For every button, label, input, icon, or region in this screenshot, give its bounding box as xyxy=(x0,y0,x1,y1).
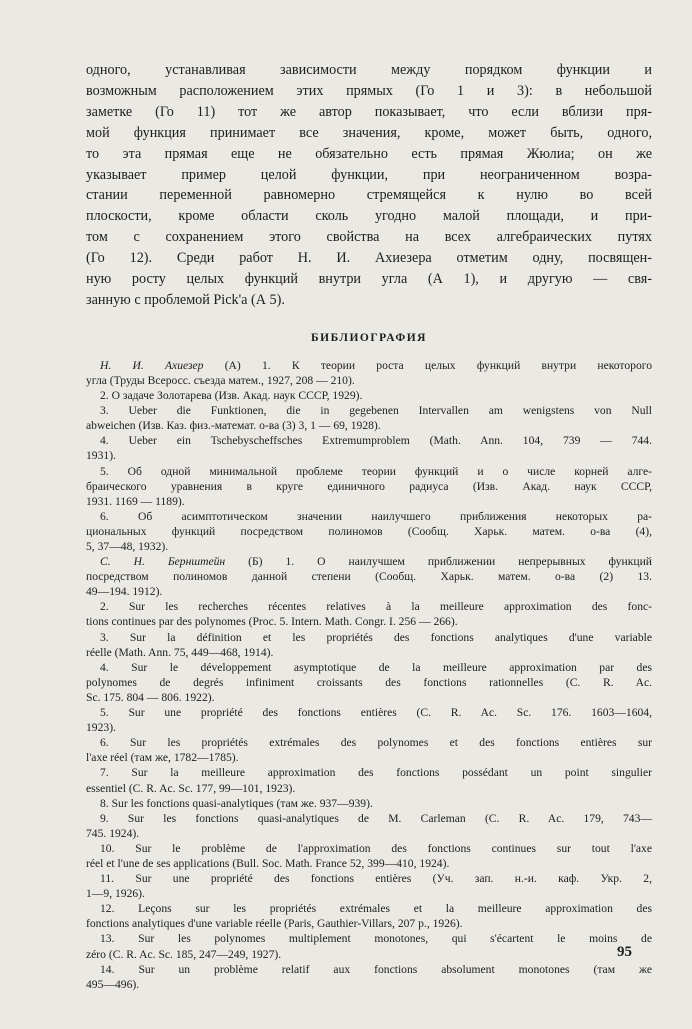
entry-line: браического уравнения в круге единичного радиуса (Изв. Акад. наук СССР, xyxy=(86,479,652,493)
entry-line: 4. Sur le développement asymptotique de la meilleure approximation par des xyxy=(100,660,652,674)
entry-line: Sc. 175. 804 — 806. 1922). xyxy=(86,690,215,704)
entry-line: réelle (Math. Ann. 75, 449—468, 1914). xyxy=(86,645,274,659)
entry-line: 5. Об одной минимальной проблеме теории функций и о числе корней алге- xyxy=(100,464,652,478)
bibliography-entry xyxy=(86,599,652,629)
bibliography-entry xyxy=(86,509,652,554)
entry-line: 1—9, 1926). xyxy=(86,887,145,901)
intro-line: возможным расположением этих прямых (Го 1 и 3): в небольшой xyxy=(86,82,652,99)
intro-line: том с сохранением этого свойства на всех алгебраических путях xyxy=(86,229,652,246)
bibliography-entry xyxy=(86,358,652,388)
bibliography-entry xyxy=(86,765,652,795)
entry-line: посредством полиномов данной степени (Сообщ. Харьк. матем. о-ва (2) 13. xyxy=(86,570,652,584)
bibliography-entry xyxy=(86,630,652,660)
entry-line: 9. Sur les fonctions quasi-analytiques de M. Carleman (C. R. Ac. 179, 743— xyxy=(100,811,652,825)
entry-line: 4. Ueber ein Tschebyscheffsches Extremumproblem (Math. Ann. 104, 739 — 744. xyxy=(100,434,652,448)
entry-line: 13. Sur les polynomes multiplement monotones, qui s'écartent le moins de xyxy=(100,932,652,946)
entry-line: zéro (C. R. Ac. Sc. 185, 247—249, 1927). xyxy=(86,947,282,961)
bibliography-entry xyxy=(86,931,652,961)
entry-line: réel et l'une de ses applications (Bull. Soc. Math. France 52, 399—410, 1924). xyxy=(86,856,450,870)
intro-line: мой функция принимает все значения, кроме, может быть, одного, xyxy=(86,124,652,141)
bibliography-entry xyxy=(86,811,652,841)
entry-line: 7. Sur la meilleure approximation des fonctions possédant un point singulier xyxy=(100,766,652,780)
entry-line: fonctions analytiques d'une variable réelle (Paris, Gauthier-Villars, 207 p., 1926). xyxy=(86,917,463,931)
intro-paragraph xyxy=(86,60,652,311)
entry-line: 1931. 1169 — 1189). xyxy=(86,494,185,508)
bibliography-entry xyxy=(86,388,652,403)
entry-line: (А) 1. К теории роста целых функций внутри некоторого xyxy=(224,358,653,372)
entry-line: (Б) 1. О наилучшем приближении непрерывных функций xyxy=(248,555,652,569)
intro-line: плоскости, кроме области сколь угодно малой площади, и при- xyxy=(86,208,652,225)
entry-line: tions continues par des polynomes (Proc. 5. Intern. Math. Congr. I. 256 — 266). xyxy=(86,615,458,629)
entry-line: 8. Sur les fonctions quasi-analytiques (там же. 937—939). xyxy=(100,796,373,810)
entry-line: 49—194. 1912). xyxy=(86,585,163,599)
bibliography-entry xyxy=(86,871,652,901)
entry-line: 3. Ueber die Funktionen, die in gegebenen Intervallen am wenigstens von Null xyxy=(100,404,652,418)
entry-line: 6. Sur les propriétés extrémales des polynomes et des fonctions entières sur xyxy=(100,736,652,750)
entry-author: С. Н. Бернштейн xyxy=(100,555,226,569)
bibliography-entry xyxy=(86,660,652,705)
intro-line: то эта прямая еще не обязательно есть прямая Жюлиа; он же xyxy=(86,145,652,162)
bibliography-list xyxy=(86,358,652,992)
bibliography-entry xyxy=(86,962,652,992)
entry-line: 10. Sur le problème de l'approximation des fonctions continues sur tout l'axe xyxy=(100,841,652,855)
entry-line: 5, 37—48, 1932). xyxy=(86,540,169,553)
entry-line: essentiel (C. R. Ac. Sc. 177, 99—101, 1923). xyxy=(86,781,296,795)
bibliography-entry xyxy=(86,554,652,599)
bibliography-entry xyxy=(86,464,652,509)
entry-line: 1931). xyxy=(86,449,116,463)
intro-line: занную с проблемой Pick'a (А 5). xyxy=(86,291,285,308)
entry-line: 6. Об асимптотическом значении наилучшего приближения некоторых ра- xyxy=(100,509,652,523)
bibliography-entry xyxy=(86,796,652,811)
entry-line: 1923). xyxy=(86,721,116,735)
entry-line: угла (Труды Всеросс. съезда матем., 1927, 208 — 210). xyxy=(86,373,355,387)
entry-line: 2. Sur les recherches récentes relatives à la meilleure approximation des fonc- xyxy=(100,600,652,614)
bibliography-entry xyxy=(86,735,652,765)
intro-line: заметке (Го 11) тот же автор показывает, что если вблизи пря- xyxy=(86,103,652,120)
entry-line: 745. 1924). xyxy=(86,826,140,840)
bibliography-heading: БИБЛИОГРАФИЯ xyxy=(311,331,427,344)
entry-line: 11. Sur une propriété des fonctions entières (Уч. зап. н.-и. каф. Укр. 2, xyxy=(100,872,652,886)
entry-line: 2. О задаче Золотарева (Изв. Акад. наук СССР, 1929). xyxy=(100,389,363,403)
intro-line: (Го 12). Среди работ Н. И. Ахиезера отметим одну, посвящен- xyxy=(86,250,652,267)
entry-line: l'axe réel (там же, 1782—1785). xyxy=(86,751,239,765)
entry-line: abweichen (Изв. Каз. физ.-математ. о-ва (3) 3, 1 — 69, 1928). xyxy=(86,419,381,433)
bibliography-entry xyxy=(86,841,652,871)
bibliography-entry xyxy=(86,901,652,931)
intro-line: ную росту целых функций внутри угла (А 1), и другую — свя- xyxy=(86,271,652,288)
entry-line: 14. Sur un problème relatif aux fonctions absolument monotones (там же xyxy=(100,962,652,976)
bibliography-entry xyxy=(86,705,652,735)
page-number: 95 xyxy=(617,944,632,960)
bibliography-entry xyxy=(86,403,652,433)
intro-line: стании переменной равномерно стремящейся к нулю во всей xyxy=(86,187,652,204)
entry-line: 3. Sur la définition et les propriétés des fonctions analytiques d'une variable xyxy=(100,630,652,644)
entry-line: 495—496). xyxy=(86,977,140,991)
intro-line: указывает пример целой функции, при неограниченном возра- xyxy=(86,166,652,183)
bibliography-entry xyxy=(86,433,652,463)
entry-line: 12. Leçons sur les propriétés extrémales et la meilleure approximation des xyxy=(100,902,652,916)
intro-line: одного, устанавливая зависимости между порядком функции и xyxy=(86,62,652,78)
entry-line: циональных функций посредством полиномов (Сообщ. Харьк. матем. о-ва (4), xyxy=(86,524,652,538)
entry-author: Н. И. Ахиезер xyxy=(100,358,204,372)
entry-line: 5. Sur une propriété des fonctions entières (C. R. Ac. Sc. 176. 1603—1604, xyxy=(100,706,652,720)
entry-line: polynomes de degrés infiniment croissants des fonctions rationnelles (C. R. Ac. xyxy=(86,675,652,689)
